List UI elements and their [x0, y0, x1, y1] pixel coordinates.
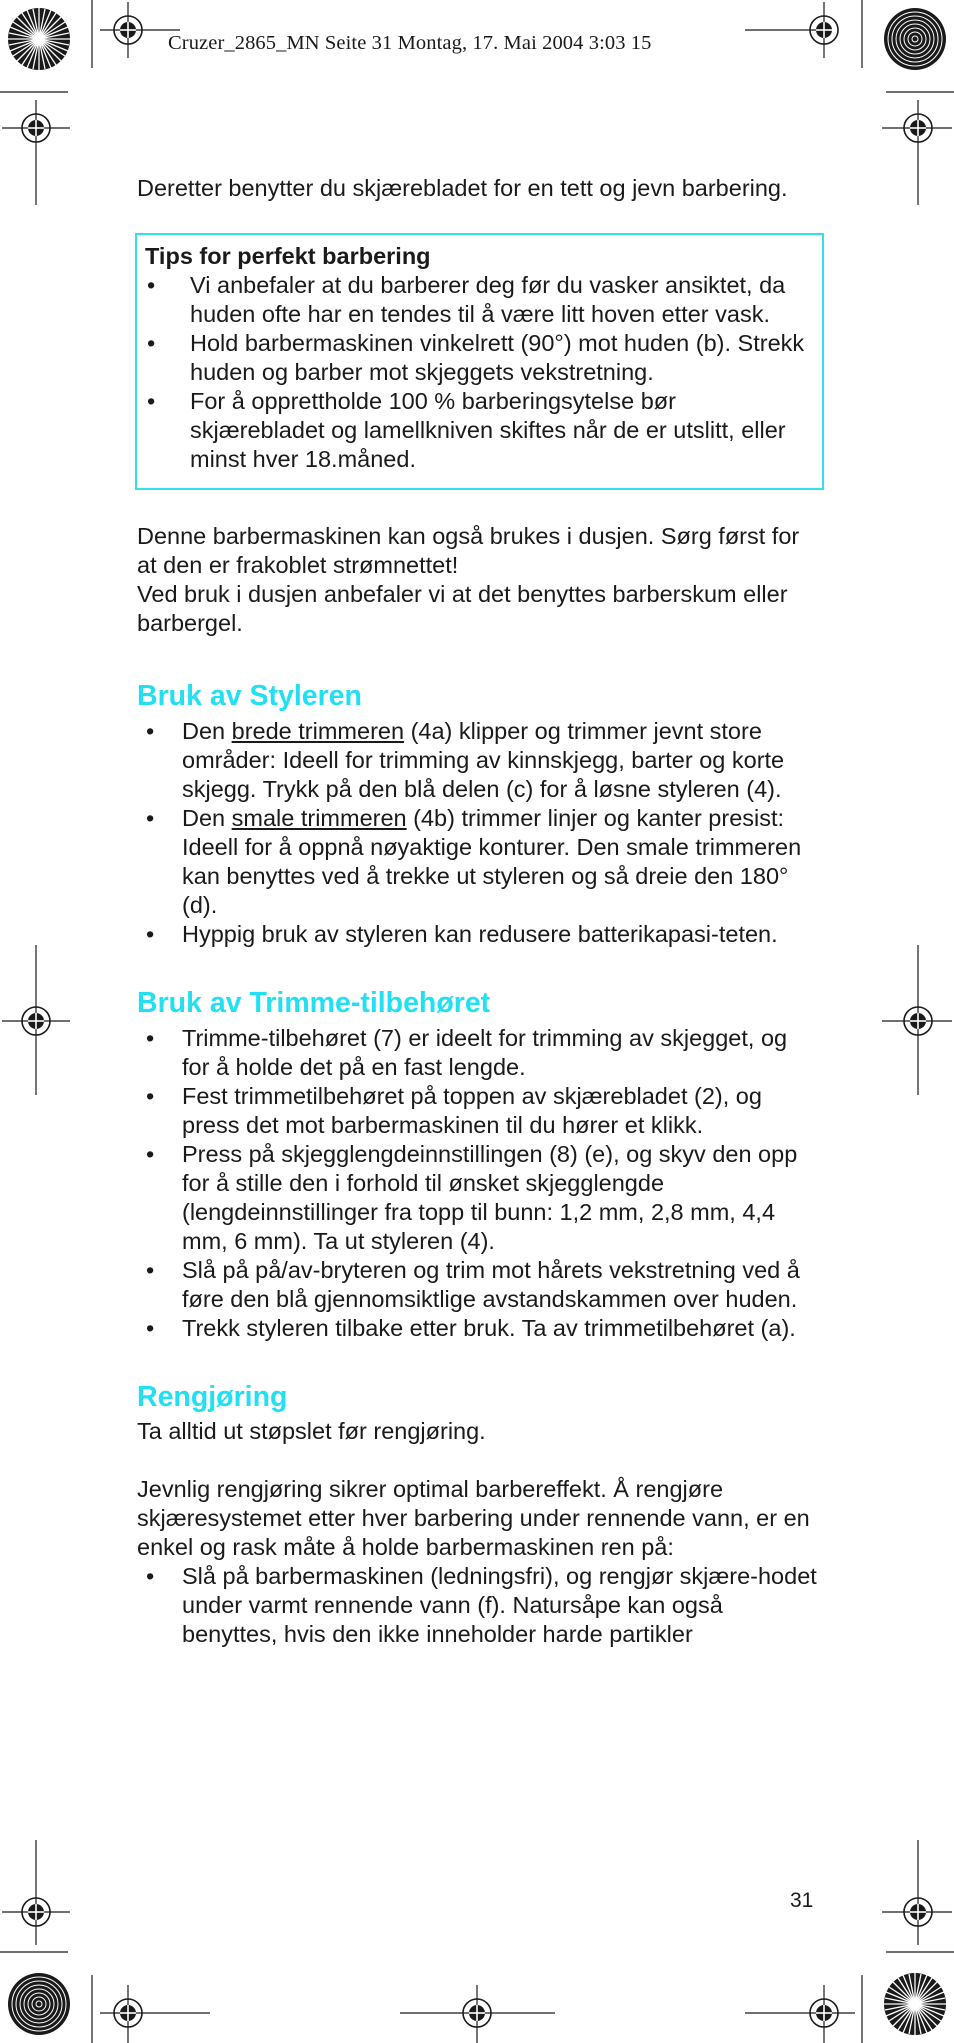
bullet: • — [146, 1257, 155, 1283]
list-item — [137, 920, 821, 949]
cleaning-list — [137, 1562, 821, 1649]
list-item — [137, 1562, 821, 1649]
list-item — [137, 1140, 821, 1256]
bullet: • — [146, 1563, 155, 1589]
shower-paragraph: Denne barbermaskinen kan også brukes i dusjen. Sørg først for at den er frakoblet strømnettet! — [137, 523, 800, 578]
section-heading-styler: Bruk av Styleren — [137, 680, 362, 712]
list-item-text: For å opprettholde 100 % barberingsytelse bør skjærebladet og lamellkniven skiftes når de er utslitt, eller minst hver 18.måned. — [190, 388, 786, 472]
list-item-text: Slå på barbermaskinen (ledningsfri), og rengjør skjære-hodet under varmt rennende vann (f). Natursåpe kan også benyttes, hvis den ikke inneholder harde partikler — [182, 1563, 817, 1647]
styler-list — [137, 717, 821, 949]
list-item — [137, 1314, 821, 1343]
list-item — [137, 1024, 821, 1082]
shower-paragraph: Ved bruk i dusjen anbefaler vi at det benyttes barberskum eller barbergel. — [137, 581, 788, 636]
cleaning-paragraph: Jevnlig rengjøring sikrer optimal barbereffekt. Å rengjøre skjæresystemet etter hver barbering under rennende vann, er en enkel og rask måte å holde barbermaskinen ren på: — [137, 1476, 810, 1560]
section-heading-trimmer: Bruk av Trimme-tilbehøret — [137, 987, 491, 1019]
list-item — [145, 387, 810, 474]
spacer — [137, 1343, 821, 1379]
intro-paragraph: Deretter benytter du skjærebladet for en tett og jevn barbering. — [137, 175, 788, 201]
list-item-text: Vi anbefaler at du barberer deg før du vasker ansiktet, da huden ofte har en tendes til å være litt hoven etter vask. — [190, 272, 786, 327]
bullet: • — [146, 1025, 155, 1051]
section-heading-cleaning: Rengjøring — [137, 1381, 288, 1413]
spacer — [137, 1446, 821, 1475]
tips-title: Tips for perfekt barbering — [145, 243, 431, 269]
shower-section — [137, 522, 821, 638]
underlined-term: brede trimmeren — [231, 718, 405, 744]
list-item-text: Trimme-tilbehøret (7) er ideelt for trimming av skjegget, og for å holde det på en fast lengde. — [182, 1025, 788, 1080]
list-item-text-pre: Den — [182, 718, 232, 744]
tips-box — [135, 233, 824, 490]
bullet: • — [146, 921, 155, 947]
list-item-text-post: (4a) klipper og trimmer jevnt store områder: Ideell for trimming av kinnskjegg, barter og korte skjegg. Trykk på den blå delen (c) for å løsne styleren (4). — [182, 718, 785, 802]
trimmer-list — [137, 1024, 821, 1343]
underlined-term: smale trimmeren — [231, 805, 407, 831]
list-item-text-pre: Hyppig bruk av styleren kan redusere batterikapasi-teten. — [182, 921, 778, 947]
list-item — [137, 804, 821, 920]
list-item-text: Fest trimmetilbehøret på toppen av skjærebladet (2), og press det mot barbermaskinen til du hører et klikk. — [182, 1083, 762, 1138]
list-item-text: Slå på på/av-bryteren og trim mot hårets vekstretning ved å føre den blå gjennomsiktlige avstandskammen over huden. — [182, 1257, 800, 1312]
list-item — [137, 1082, 821, 1140]
list-item-text: Hold barbermaskinen vinkelrett (90°) mot huden (b). Strekk huden og barber mot skjeggets vekstretning. — [190, 330, 805, 385]
bullet: • — [147, 388, 156, 414]
list-item — [137, 1256, 821, 1314]
page-number: 31 — [790, 1889, 814, 1912]
bullet: • — [146, 1315, 155, 1341]
print-slug: Cruzer_2865_MN Seite 31 Montag, 17. Mai 2004 3:03 15 — [168, 32, 652, 54]
spacer — [137, 949, 821, 985]
bullet: • — [146, 1141, 155, 1167]
list-item — [145, 271, 810, 329]
list-item-text-post: (4b) trimmer linjer og kanter presist: Ideell for å oppnå nøyaktige konturer. Den smale trimmeren kan benyttes ved å trekke ut styleren og så dreie den 180° (d). — [182, 805, 802, 918]
bullet: • — [146, 718, 155, 744]
list-item-text: Press på skjegglengdeinnstillingen (8) (e), og skyv den opp for å stille den i forhold til ønsket skjegglengde (lengdeinnstillinger fra topp til bunn: 1,2 mm, 2,8 mm, 4,4 mm, 6 mm). Ta ut styleren (4). — [182, 1141, 798, 1254]
tips-list — [145, 271, 810, 474]
bullet: • — [146, 1083, 155, 1109]
cleaning-note: Ta alltid ut støpslet før rengjøring. — [137, 1418, 486, 1444]
list-item — [137, 717, 821, 804]
bullet: • — [146, 805, 155, 831]
bullet: • — [147, 272, 156, 298]
page-content — [137, 174, 821, 1649]
list-item-text-pre: Den — [182, 805, 232, 831]
list-item — [145, 329, 810, 387]
bullet: • — [147, 330, 156, 356]
list-item-text: Trekk styleren tilbake etter bruk. Ta av trimmetilbehøret (a). — [182, 1315, 796, 1341]
